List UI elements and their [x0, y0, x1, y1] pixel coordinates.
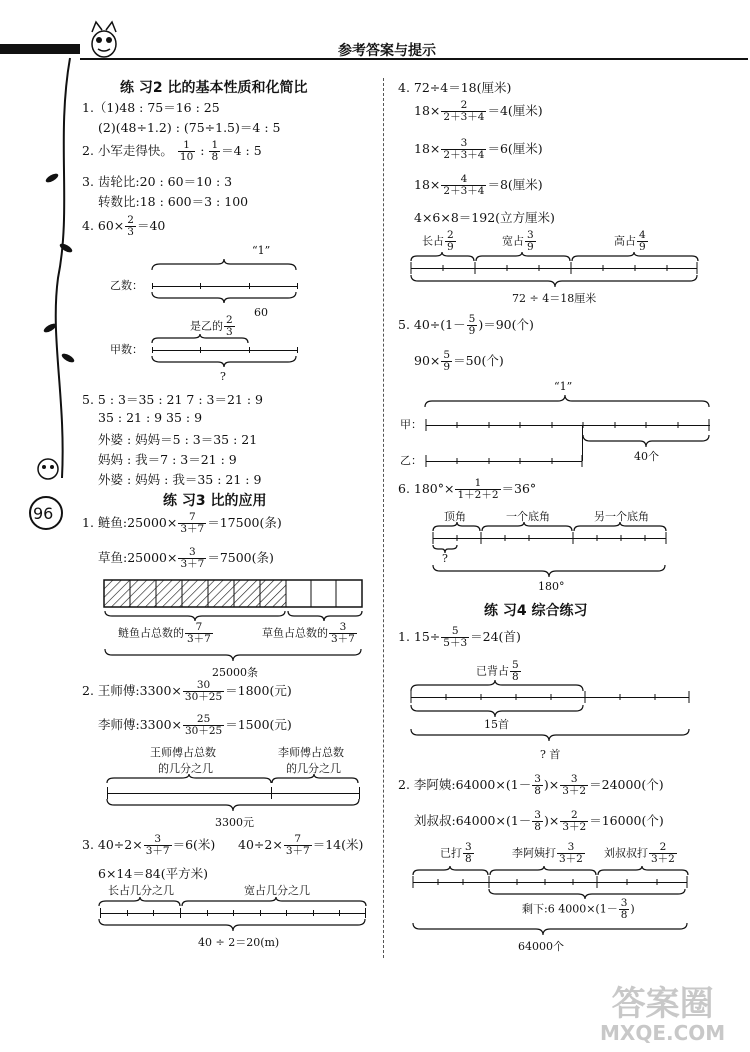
ex3-q2b: 李师傅:3300× $\frac{25}{30+25}$ ＝1500(元)	[98, 713, 292, 737]
r-q6-label-di1: 一个底角	[506, 510, 550, 523]
ex4-q1-ticks	[411, 691, 693, 703]
fraction: $\frac{7}{3+7}$	[187, 621, 211, 645]
ex4-q2-top-braces	[412, 866, 692, 876]
fraction: $\frac{7}{3+7}$	[285, 833, 310, 857]
fraction: $\frac{2}{9}$	[447, 229, 454, 253]
mascot-top-icon	[84, 18, 124, 60]
fraction: $\frac{2}{2+3+4}$	[443, 99, 485, 123]
r-q5-40: 40个	[634, 450, 659, 463]
ex3-q2-bar	[107, 793, 360, 794]
ex4-q1-15: 15首	[484, 718, 509, 731]
ex2-q4-shi: 是乙的 $\frac{2}{3}$	[190, 314, 233, 338]
fraction: $\frac{1}{10}$	[179, 139, 194, 163]
ex2-q3b: 转数比:18 : 600＝3 : 100	[98, 194, 249, 209]
ex3-q1a: 1. 鲢鱼:25000× $\frac{7}{3+7}$ ＝17500(条)	[82, 511, 282, 535]
watermark-logo: 答案圈 MXQE.COM	[600, 984, 726, 1045]
fraction: $\frac{5}{9}$	[443, 349, 451, 373]
ex4-q2-ticks	[413, 876, 693, 888]
ex3-q1-label-lian: 鲢鱼占总数的 $\frac{7}{3+7}$	[118, 621, 211, 645]
fraction: $\frac{3}{3+7}$	[145, 833, 170, 857]
ex3-q2-label-wang-b: 的几分之几	[158, 762, 213, 775]
fraction: $\frac{3}{2+3+4}$	[443, 137, 485, 161]
ex4-q2a: 2. 李阿姨:64000×(1－ $\frac{3}{8}$ )× $\frac{3}{3+2}$ ＝24000(个)	[398, 773, 664, 797]
fraction: $\frac{25}{30+25}$	[185, 713, 223, 737]
ex3-q1-box-grid	[104, 580, 364, 608]
ex2-q4-q: ?	[220, 370, 226, 383]
fraction: $\frac{1}{1+2+2}$	[457, 477, 499, 501]
ex4-q2-label-yida: 已打 $\frac{3}{8}$	[440, 841, 472, 865]
r-q4-ticks	[411, 262, 701, 274]
r-q6-bottom-brace	[432, 564, 668, 578]
r-q6-total: 180°	[538, 580, 565, 593]
fraction: $\frac{4}{9}$	[639, 229, 646, 253]
ex4-q2-total: 64000个	[518, 940, 564, 953]
ex2-q4-jia-bottom-brace	[150, 354, 298, 368]
r-q6-top-braces	[432, 522, 668, 532]
fraction: $\frac{5}{5+3}$	[443, 625, 468, 649]
header-left-bar	[0, 44, 80, 54]
r-q4-label-gao: 高占 $\frac{4}{9}$	[614, 229, 646, 253]
ex3-q2-bottom-brace	[106, 798, 362, 812]
fraction: $\frac{4}{2+3+4}$	[443, 173, 485, 197]
r-q5-quote: “1”	[554, 380, 573, 393]
section-title-ex3: 练 习3 比的应用	[163, 493, 267, 509]
section-title-ex4: 练 习4 综合练习	[484, 603, 588, 619]
r-q4a: 4. 72÷4＝18(厘米)	[398, 80, 512, 95]
ex2-q3a: 3. 齿轮比:20 : 60＝10 : 3	[82, 174, 233, 189]
page-number: 96	[33, 504, 54, 523]
ex2-q1b: (2)(48÷1.2) : (75÷1.5)＝4 : 5	[98, 120, 281, 135]
vine-decoration	[36, 58, 76, 478]
ex2-q5a: 5. 5 : 3＝35 : 21 7 : 3＝21 : 9	[82, 392, 263, 407]
header-title: 参考答案与提示	[338, 43, 436, 59]
r-q6: 6. 180°× $\frac{1}{1+2+2}$ ＝36°	[398, 477, 537, 501]
fraction: $\frac{3}{3+7}$	[180, 546, 205, 570]
fraction: $\frac{7}{3+7}$	[180, 511, 205, 535]
r-q5-jia-ticks	[426, 419, 716, 431]
fraction: $\frac{2}{3+2}$	[562, 809, 587, 833]
ex2-q4-60: 60	[254, 306, 268, 319]
ex3-q3-label-chang: 长占几分之几	[108, 884, 174, 897]
ex3-q1-braces	[104, 610, 364, 622]
fraction: $\frac{1}{8}$	[211, 139, 219, 163]
ex2-q4-jia-top-brace	[150, 334, 250, 344]
ex2-q4-bottom-brace	[150, 290, 298, 304]
r-q4-label-kuan: 宽占 $\frac{3}{9}$	[502, 229, 534, 253]
r-q4-total: 72 ÷ 4＝18厘米	[512, 292, 597, 305]
ex2-q5d: 妈妈 : 我＝7 : 3＝21 : 9	[98, 452, 237, 467]
r-q5-yi-label: 乙：	[400, 454, 422, 467]
ex4-q2-label-li: 李阿姨打 $\frac{3}{3+2}$	[512, 841, 583, 865]
r-q5-jia-label: 甲：	[400, 418, 422, 431]
fraction: $\frac{5}{8}$	[512, 659, 519, 683]
ex4-q2-label-liu: 刘叔叔打 $\frac{2}{3+2}$	[604, 841, 675, 865]
r-q5-40-brace	[582, 434, 712, 448]
r-q5a: 5. 40÷(1－ $\frac{5}{9}$ )＝90(个)	[398, 313, 534, 337]
ex4-q2-total-brace	[412, 922, 690, 936]
ex3-q1-label-cao: 草鱼占总数的 $\frac{3}{3+7}$	[262, 621, 355, 645]
ex3-q2-label-li-a: 李师傅占总数	[278, 746, 344, 759]
fraction: $\frac{5}{9}$	[468, 313, 476, 337]
r-q4-bottom-brace	[410, 274, 700, 288]
r-q5-yi-ticks	[426, 455, 586, 467]
r-q4-top-braces	[410, 252, 700, 262]
ex4-q1: 1. 15÷ $\frac{5}{5+3}$ ＝24(首)	[398, 625, 521, 649]
ex4-q2-remain: 剩下:6 4000×(1－ $\frac{3}{8}$ )	[522, 897, 635, 921]
ex3-q3-label-kuan: 宽占几分之几	[244, 884, 310, 897]
r-q5-top-brace	[424, 394, 714, 408]
r-q4c: 18× $\frac{3}{2+3+4}$ ＝6(厘米)	[414, 137, 543, 161]
ex3-q2-top-braces	[106, 774, 362, 784]
ex3-q2-total: 3300元	[215, 816, 254, 829]
ex3-q2a: 2. 王师傅:3300× $\frac{30}{30+25}$ ＝1800(元)	[82, 679, 292, 703]
fraction: $\frac{3}{3+2}$	[562, 773, 587, 797]
ex2-q4-quote: “1”	[252, 244, 271, 257]
fraction: $\frac{3}{3+7}$	[331, 621, 355, 645]
ex4-q1-total-brace	[410, 728, 692, 742]
fraction: $\frac{3}{8}$	[465, 841, 472, 865]
ex2-q5c: 外婆 : 妈妈＝5 : 3＝35 : 21	[98, 432, 258, 447]
fraction: $\frac{2}{3+2}$	[651, 841, 675, 865]
ex3-q3-total: 40 ÷ 2＝20(m)	[198, 936, 280, 949]
fraction: $\frac{3}{3+2}$	[559, 841, 583, 865]
page-number-badge-icon	[24, 455, 74, 535]
section-title-ex2: 练 习2 比的基本性质和化简比	[120, 80, 308, 96]
ex2-q2: 2. 小军走得快。 $\frac{1}{10}$ : $\frac{1}{8}$ ＝4 : 5	[82, 139, 262, 163]
ex3-q2-label-li-b: 的几分之几	[286, 762, 341, 775]
ex2-q4-yi-bar	[152, 286, 298, 287]
ex2-q4-jia-label: 甲数：	[110, 343, 143, 356]
fraction: $\frac{3}{8}$	[534, 773, 541, 797]
fraction: $\frac{30}{30+25}$	[184, 679, 223, 703]
ex3-q2-label-wang-a: 王师傅占总数	[150, 746, 216, 759]
r-q6-label-di2: 另一个底角	[594, 510, 649, 523]
ex2-q4-jia-bar	[152, 350, 298, 351]
r-q6-ticks	[433, 532, 673, 544]
ex3-q3-bottom-brace	[98, 918, 368, 932]
fraction: $\frac{2}{3}$	[226, 314, 233, 338]
column-divider	[383, 78, 384, 958]
fraction: $\frac{3}{8}$	[620, 897, 628, 921]
ex3-q1-total-brace	[104, 648, 364, 662]
ex3-q3a: 3. 40÷2× $\frac{3}{3+7}$ ＝6(米)	[82, 833, 216, 857]
ex3-q3-top-braces	[98, 897, 368, 907]
ex2-q4-yi-label: 乙数：	[110, 279, 143, 292]
r-q4-label-chang: 长占 $\frac{2}{9}$	[422, 229, 454, 253]
r-q4b: 18× $\frac{2}{2+3+4}$ ＝4(厘米)	[414, 99, 543, 123]
ex2-q4: 4. 60× $\frac{2}{3}$ ＝40	[82, 214, 166, 238]
ex2-q5b: 35 : 21 : 9 35 : 9	[98, 410, 203, 425]
ex3-q3b: 40÷2× $\frac{7}{3+7}$ ＝14(米)	[238, 833, 364, 857]
ex4-q2b: 刘叔叔:64000×(1－ $\frac{3}{8}$ )× $\frac{2}{3+2}$ ＝16000(个)	[414, 809, 664, 833]
r-q4d: 18× $\frac{4}{2+3+4}$ ＝8(厘米)	[414, 173, 543, 197]
r-q5b: 90× $\frac{5}{9}$ ＝50(个)	[414, 349, 504, 373]
ex4-q1-q: ? 首	[540, 748, 561, 761]
r-q4e: 4×6×8＝192(立方厘米)	[414, 210, 555, 225]
ex2-q1a: 1.（1)48 : 75＝16 : 25	[82, 100, 220, 115]
r-q6-label-ding: 顶角	[444, 510, 466, 523]
ex3-q1-total: 25000条	[212, 666, 258, 679]
fraction: $\frac{3}{9}$	[527, 229, 534, 253]
ex2-q4-top-brace	[150, 258, 298, 272]
ex3-q3c: 6×14＝84(平方米)	[98, 866, 208, 881]
ex2-q5e: 外婆 : 妈妈 : 我＝35 : 21 : 9	[98, 472, 262, 487]
fraction: $\frac{3}{8}$	[534, 809, 541, 833]
ex4-q1-label: 已背占 $\frac{5}{8}$	[476, 659, 519, 683]
fraction: $\frac{2}{3}$	[127, 214, 134, 238]
ex3-q1b: 草鱼:25000× $\frac{3}{3+7}$ ＝7500(条)	[98, 546, 274, 570]
r-q6-q: ?	[442, 552, 448, 565]
